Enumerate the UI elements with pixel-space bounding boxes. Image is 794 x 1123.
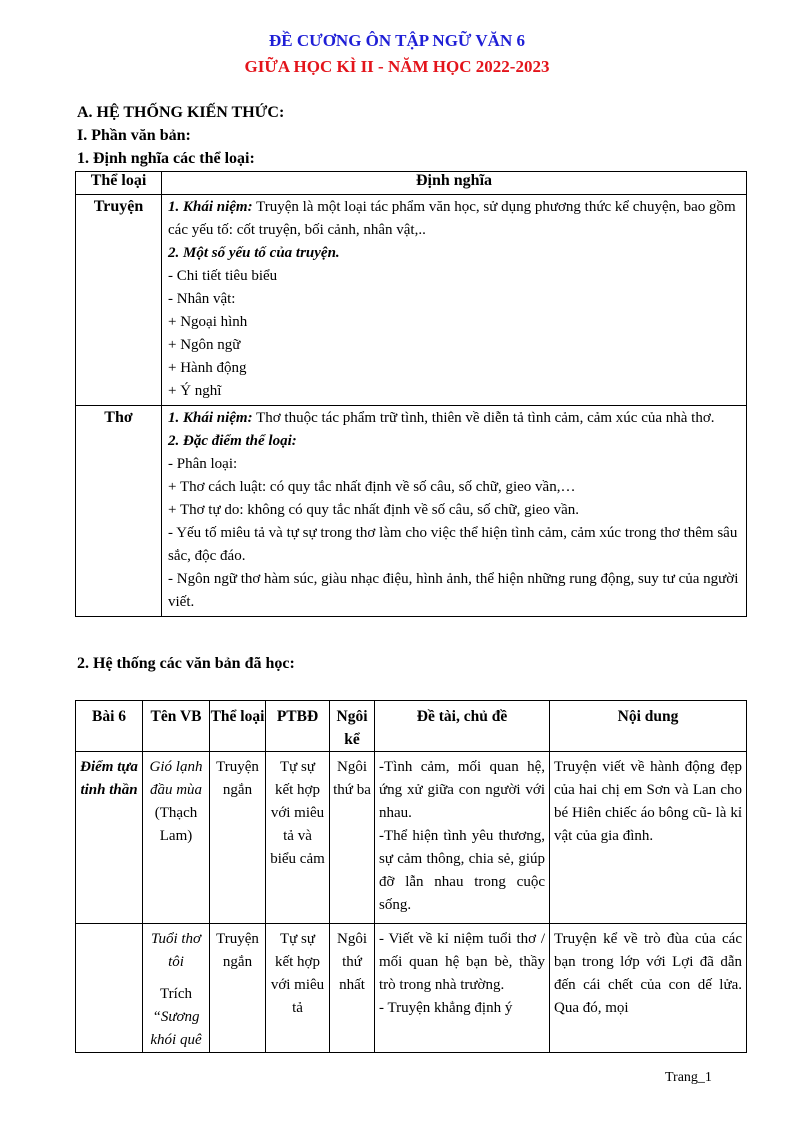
genre-cell: Truyện ngắn <box>210 924 266 1053</box>
document-subtitle: GIỮA HỌC KÌ II - NĂM HỌC 2022-2023 <box>244 57 550 76</box>
text-summary-table <box>75 700 747 1053</box>
content-cell: Truyện viết về hành động đẹp của hai chị em Sơn và Lan cho bé Hiên chiếc áo bông cũ- là kỉ vật của gia đình. <box>550 752 747 924</box>
table-row <box>76 752 747 924</box>
column-header: Tên VB <box>143 701 210 752</box>
section-heading-a: A. HỆ THỐNG KIẾN THỨC: <box>77 104 285 121</box>
section-heading-i: I. Phần văn bản: <box>77 127 191 144</box>
column-header: Đề tài, chủ đề <box>375 701 550 752</box>
table-row <box>76 924 747 1053</box>
definition-line: + Thơ cách luật: có quy tắc nhất định về số câu, số chữ, gieo vần,… <box>168 479 576 495</box>
column-header: Thể loại <box>210 701 266 752</box>
definition-line: + Hành động <box>168 360 247 376</box>
text-title: Gió lạnh đầu mùa <box>149 759 203 798</box>
genre-definition <box>162 195 747 406</box>
genre-label: Thơ <box>76 406 162 617</box>
table-row <box>76 195 747 406</box>
text-title: Tuổi thơ tôi <box>150 931 202 970</box>
lesson-cell: Điểm tựa tinh thần <box>76 752 143 924</box>
definition-line: 2. Một số yếu tố của truyện. <box>168 245 340 261</box>
definition-line: - Yếu tố miêu tả và tự sự trong thơ làm cho việc thể hiện tình cảm, cảm xúc trong thơ thêm sâu sắc, độc đáo. <box>168 525 738 564</box>
column-header: Định nghĩa <box>162 172 747 195</box>
definition-line: - Nhân vật: <box>168 291 236 307</box>
definition-line: + Thơ tự do: không có quy tắc nhất định về số câu, số chữ, gieo vần. <box>168 502 580 518</box>
definition-line: + Ý nghĩ <box>168 383 222 399</box>
theme-cell: -Tình cảm, mối quan hệ, ứng xử giữa con người với nhau. -Thể hiện tình yêu thương, sự cảm thông, chia sẻ, giúp đỡ lẫn nhau trong cuộc sống. <box>375 752 550 924</box>
column-header: Ngôi kể <box>330 701 375 752</box>
column-header: PTBĐ <box>266 701 330 752</box>
content-cell: Truyện kể về trò đùa của các bạn trong lớp với Lợi đã dẫn đến cái chết của con dế lửa. Qua đó, mọi <box>550 924 747 1053</box>
narrator-cell: Ngôi thứ nhất <box>330 924 375 1053</box>
text-source-prefix: Trích <box>160 986 192 1002</box>
narrator-cell: Ngôi thứ ba <box>330 752 375 924</box>
document-title: ĐỀ CƯƠNG ÔN TẬP NGỮ VĂN 6 <box>269 31 525 50</box>
definition-line: - Chi tiết tiêu biểu <box>168 268 278 284</box>
section-heading-1: 1. Định nghĩa các thể loại: <box>77 150 255 167</box>
genre-cell: Truyện ngắn <box>210 752 266 924</box>
genre-label: Truyện <box>76 195 162 406</box>
title-cell <box>143 752 210 924</box>
definition-line: + Ngoại hình <box>168 314 248 330</box>
definition-line: - Phân loại: <box>168 456 238 472</box>
definition-line: 1. Khái niệm: Truyện là một loại tác phẩm văn học, sử dụng phương thức kể chuyện, bao gồm các yếu tố: cốt truyện, bối cảnh, nhân vật,.. <box>168 199 736 238</box>
title-cell <box>143 924 210 1053</box>
definition-line: 1. Khái niệm: Thơ thuộc tác phẩm trữ tình, thiên về diễn tả tình cảm, cảm xúc của nhà thơ. <box>168 410 715 426</box>
definition-line: 2. Đặc điểm thể loại: <box>168 433 297 449</box>
theme-cell: - Viết về kỉ niệm tuổi thơ / mối quan hệ bạn bè, thầy trò trong nhà trường. - Truyện khẳng định ý <box>375 924 550 1053</box>
mode-cell: Tự sự kết hợp với miêu tả và biểu cảm <box>266 752 330 924</box>
definition-line: + Ngôn ngữ <box>168 337 241 353</box>
section-heading-2: 2. Hệ thống các văn bản đã học: <box>77 655 295 672</box>
genre-definition <box>162 406 747 617</box>
page-number: Trang_1 <box>665 1070 712 1085</box>
genre-definition-table <box>75 171 747 617</box>
lesson-cell <box>76 924 143 1053</box>
text-author: (Thạch Lam) <box>154 805 198 844</box>
table-row <box>76 406 747 617</box>
column-header: Bài 6 <box>76 701 143 752</box>
definition-line: - Ngôn ngữ thơ hàm súc, giàu nhạc điệu, hình ảnh, thể hiện những rung động, suy tư của người viết. <box>168 571 739 610</box>
column-header: Nội dung <box>550 701 747 752</box>
mode-cell: Tự sự kết hợp với miêu tả <box>266 924 330 1053</box>
text-source: “Sương khói quê <box>150 1009 202 1048</box>
column-header: Thể loại <box>76 172 162 195</box>
